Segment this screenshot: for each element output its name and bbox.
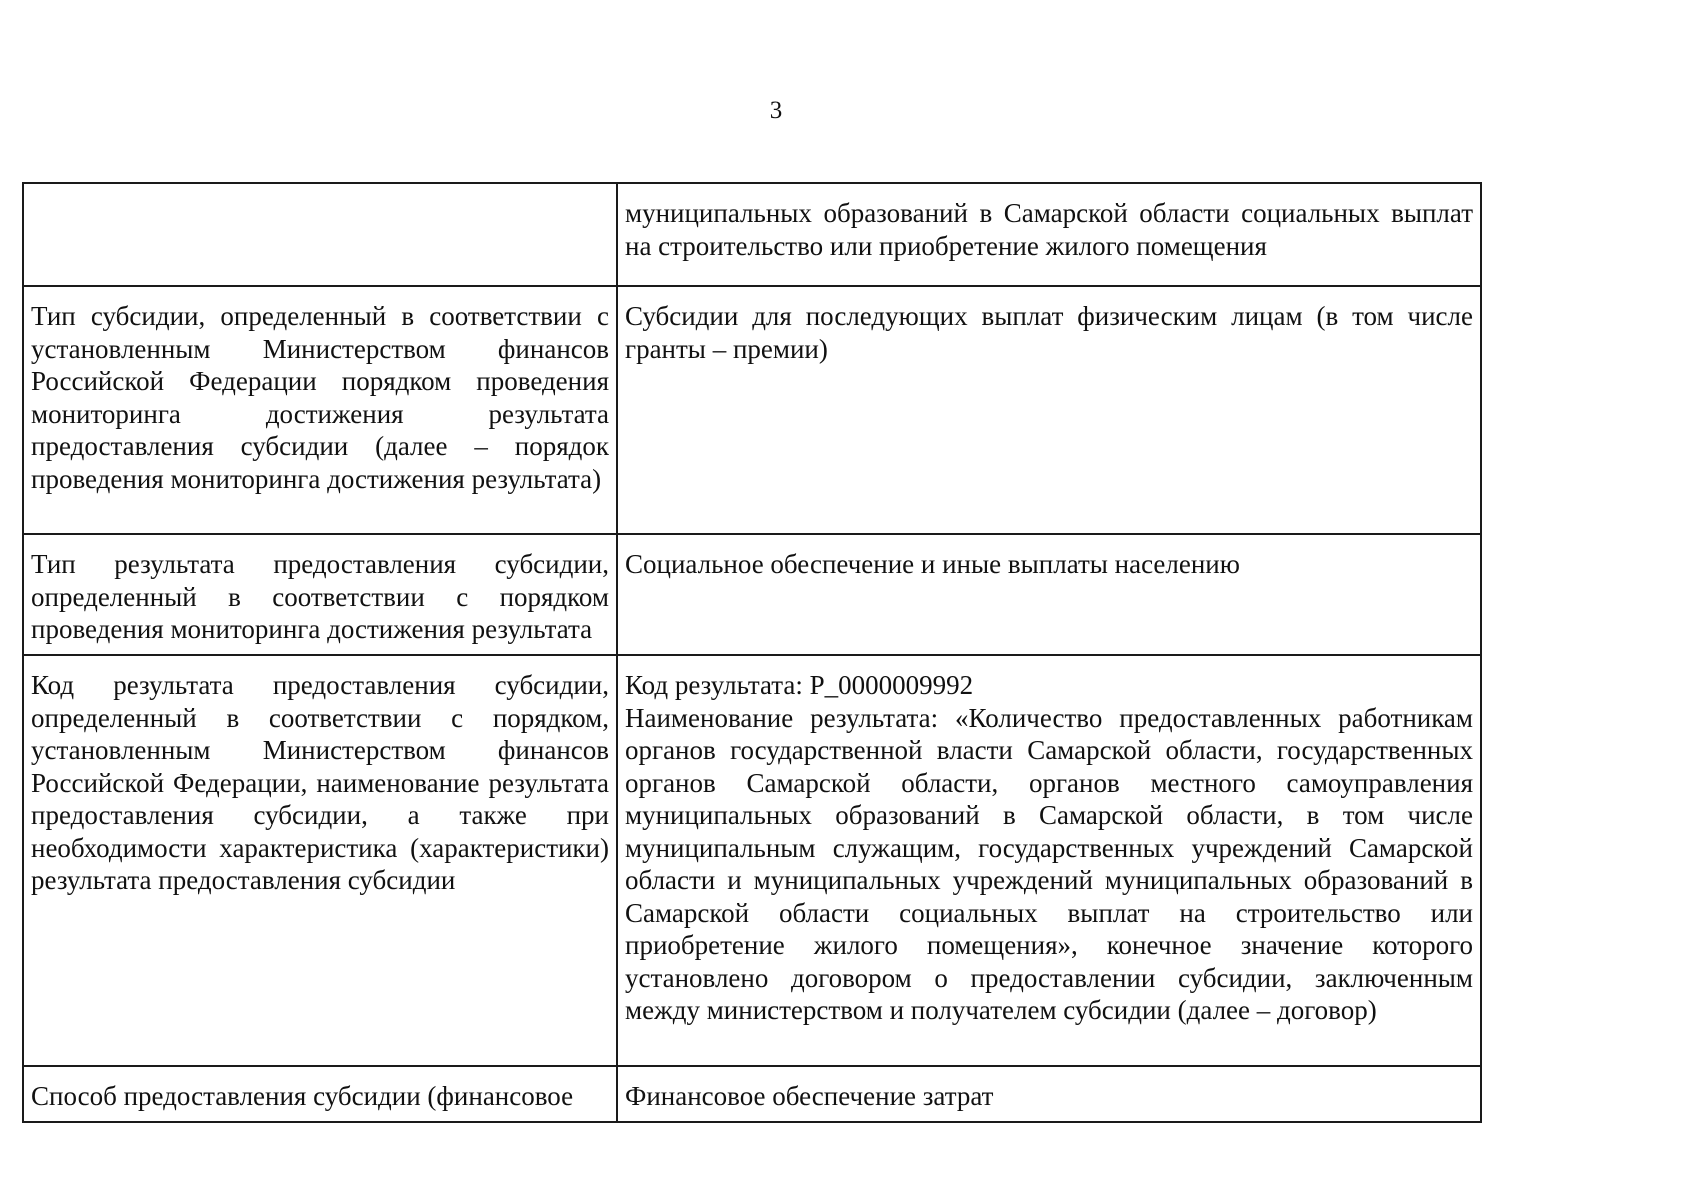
table-row	[23, 183, 1481, 286]
table-row	[23, 286, 1481, 534]
table-row	[23, 655, 1481, 1066]
row-value: Социальное обеспечение и иные выплаты населению	[617, 534, 1481, 655]
subsidy-table	[22, 182, 1482, 1123]
row-label: Способ предоставления субсидии (финансовое	[23, 1066, 617, 1122]
row-value: Субсидии для последующих выплат физическим лицам (в том числе гранты – премии)	[617, 286, 1481, 534]
table-row	[23, 534, 1481, 655]
row-label: Тип субсидии, определенный в соответствии с установленным Министерством финансов Российской Федерации порядком проведения мониторинга достижения результата предоставления субсидии (далее – порядок проведения мониторинга достижения результата)	[23, 286, 617, 534]
row-value: муниципальных образований в Самарской области социальных выплат на строительство или приобретение жилого помещения	[617, 183, 1481, 286]
row-label: Код результата предоставления субсидии, определенный в соответствии с порядком, установленным Министерством финансов Российской Федерации, наименование результата предоставления субсидии, а также при необходимости характеристика (характеристики) результата предоставления субсидии	[23, 655, 617, 1066]
result-name: Наименование результата: «Количество предоставленных работникам органов государственной власти Самарской области, государственных органов Самарской области, органов местного самоуправления муниципальных образований в Самарской области, в том числе муниципальным служащим, государственных учреждений Самарской области и муниципальных учреждений муниципальных образований в Самарской области социальных выплат на строительство или приобретение жилого помещения», конечное значение которого установлено договором о предоставлении субсидии, заключенным между министерством и получателем субсидии (далее – договор)	[625, 702, 1473, 1025]
row-value-cell	[617, 655, 1481, 1066]
row-label: Тип результата предоставления субсидии, определенный в соответствии с порядком проведения мониторинга достижения результата	[23, 534, 617, 655]
row-value: Финансовое обеспечение затрат	[617, 1066, 1481, 1122]
table-row	[23, 1066, 1481, 1122]
result-code: Код результата: P_0000009992	[625, 670, 974, 700]
row-label	[23, 183, 617, 286]
page-number: 3	[769, 97, 783, 124]
